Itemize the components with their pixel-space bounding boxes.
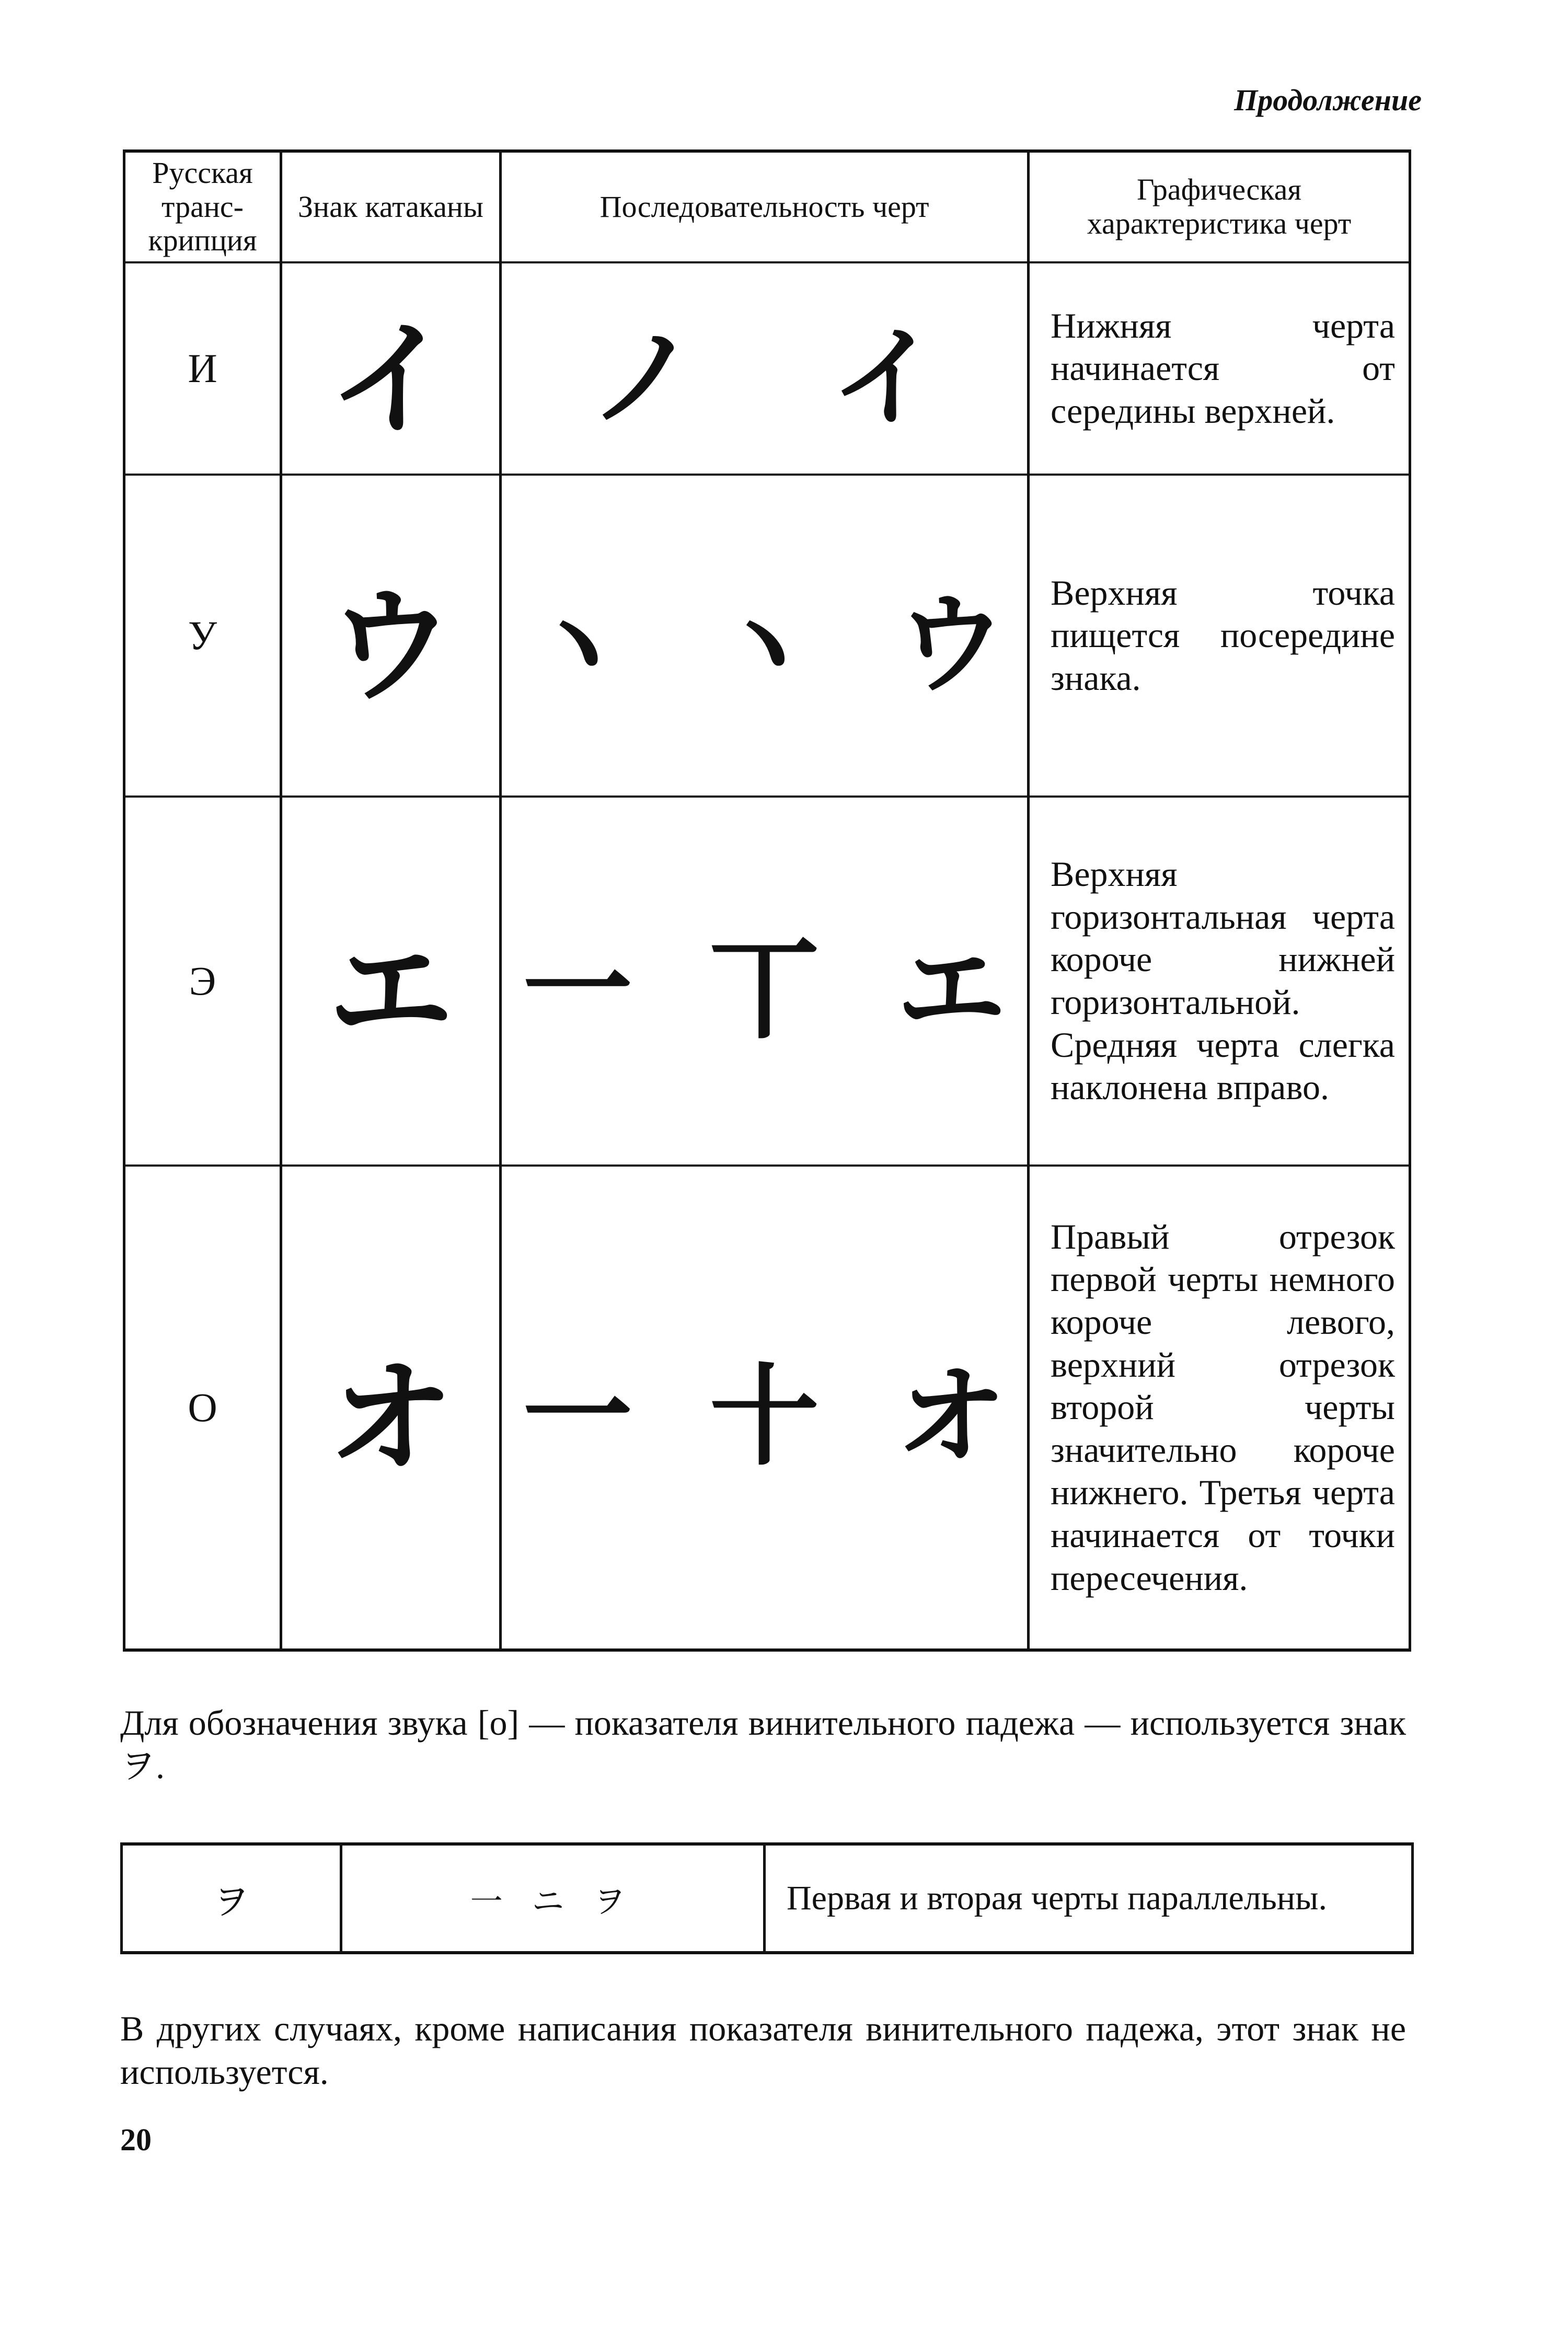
table-row [122,1844,1413,1953]
katakana-cell: イ [281,262,501,475]
paragraph-accusative-marker: Для обозначения звука [о] — показателя винительного падежа — используется знак ヲ. [120,1703,1406,1786]
katakana-table [123,149,1411,1652]
table-row [124,1166,1410,1650]
stroke-step: イ [830,314,940,442]
stroke-step: 丅 [709,926,820,1054]
katakana-cell: ヲ [122,1844,341,1953]
table-header-row [124,151,1410,262]
table-row [124,797,1410,1166]
katakana-cell: エ [281,797,501,1166]
stroke-step: 十 [709,1353,820,1481]
stroke-step: ヽ [523,581,633,709]
stroke-sequence-cell [501,1166,1029,1650]
description-cell: Нижняя черта начинается от середины верхней. [1029,262,1410,475]
table-row [124,475,1410,797]
continuation-label: Продолжение [1234,83,1422,117]
stroke-sequence-cell [501,475,1029,797]
stroke-step: 一 [523,1353,633,1481]
header-transliteration: Русская транс-крипция [124,151,281,262]
paragraph-usage-note: В других случаях, кроме написания показателя винительного падежа, этот знак не используется. [120,2009,1406,2092]
stroke-sequence-cell: 一 ニ ヲ [341,1844,765,1953]
katakana-cell: オ [281,1166,501,1650]
stroke-sequence-cell [501,797,1029,1166]
transliteration-cell: У [124,475,281,797]
transliteration-cell: И [124,262,281,475]
stroke-step: ヽ [709,581,820,709]
transliteration-cell: Э [124,797,281,1166]
header-katakana: Знак катаканы [281,151,501,262]
description-cell: Правый отрезок первой черты немного короче левого, верхний отрезок второй черты значительно короче нижнего. Третья черта начинается от точки пересечения. [1029,1166,1410,1650]
page-number: 20 [120,2123,152,2157]
katakana-cell: ウ [281,475,501,797]
header-description: Графическая характеристика черт [1029,151,1410,262]
stroke-step: オ [896,1353,1006,1481]
stroke-step: 一 [523,926,633,1054]
stroke-sequence-cell [501,262,1029,475]
table-row [124,262,1410,475]
header-sequence: Последовательность черт [501,151,1029,262]
wo-table [120,1842,1414,1954]
stroke-step: ノ [589,314,699,442]
stroke-step: エ [896,926,1006,1054]
description-cell: Верхняя горизонтальная черта короче нижней горизонтальной. Средняя черта слегка наклонена вправо. [1029,797,1410,1166]
description-cell: Верхняя точка пищется посередине знака. [1029,475,1410,797]
transliteration-cell: О [124,1166,281,1650]
stroke-step: ウ [896,581,1006,709]
description-cell: Первая и вторая черты параллельны. [765,1844,1413,1953]
